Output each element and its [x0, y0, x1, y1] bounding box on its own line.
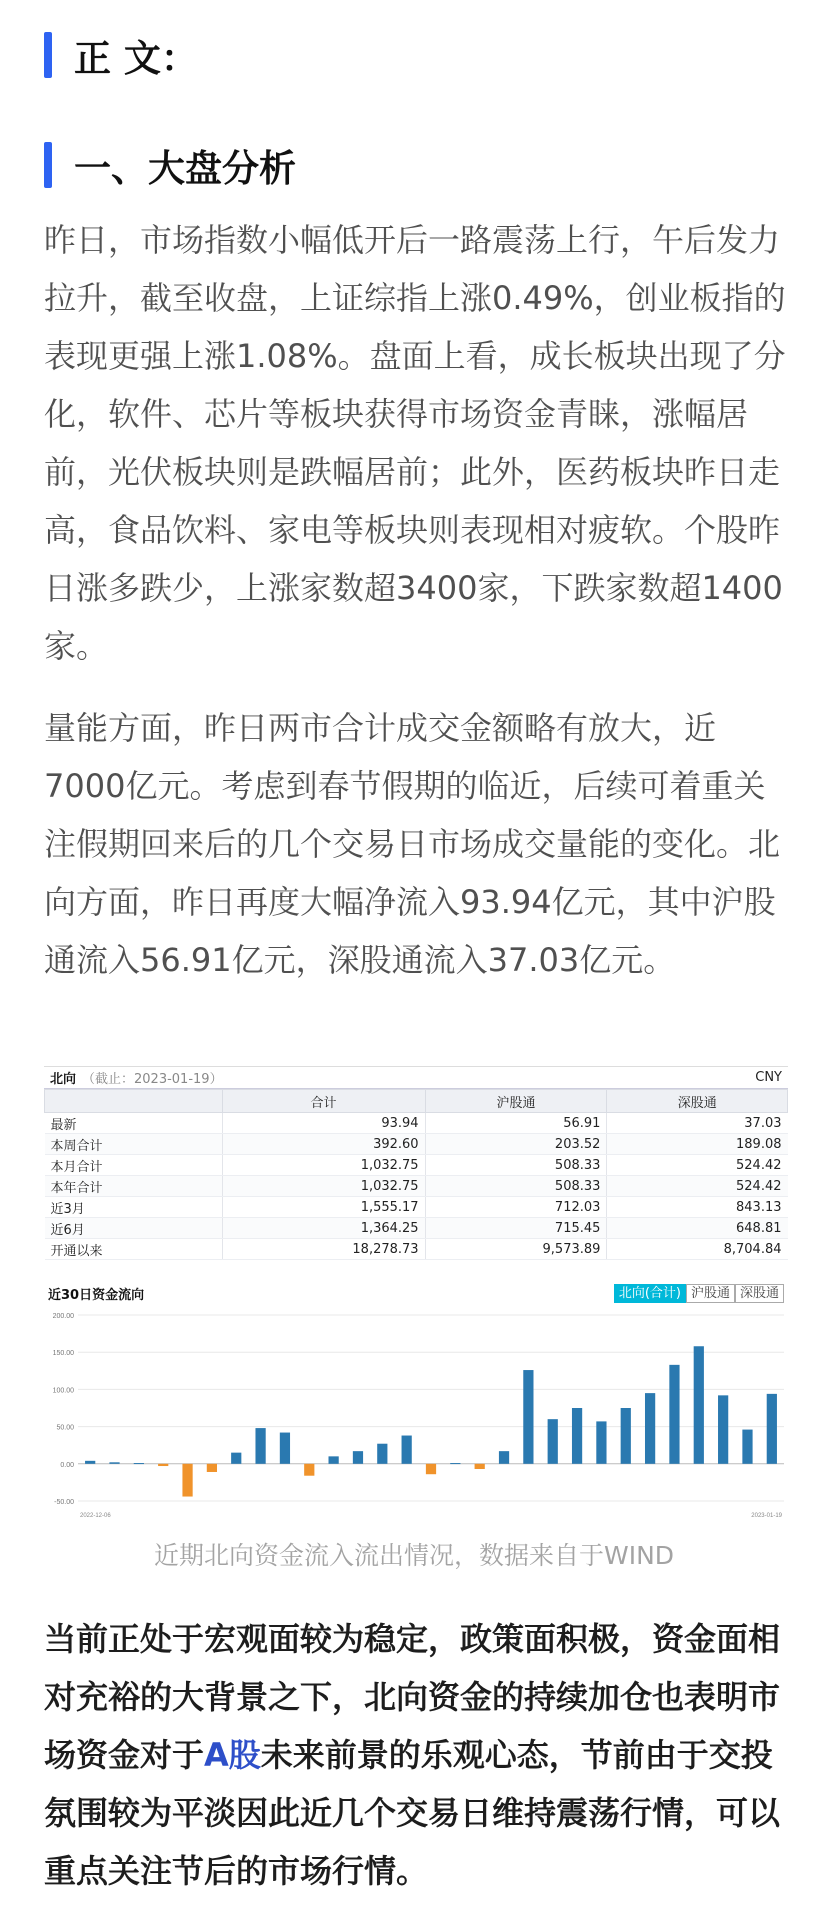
flow-bar — [134, 1463, 144, 1464]
flow-bar — [329, 1456, 339, 1463]
cell-sh: 712.03 — [425, 1197, 607, 1218]
flow-bar — [596, 1421, 606, 1463]
cell-sz: 524.42 — [607, 1155, 788, 1176]
flow-bar — [231, 1453, 241, 1464]
heading-accent-bar — [44, 32, 52, 78]
flow-bar — [353, 1451, 363, 1464]
flow-bar — [207, 1464, 217, 1472]
flow-bar — [255, 1428, 265, 1464]
northbound-figure — [44, 1066, 788, 1523]
flow-bar — [280, 1433, 290, 1464]
y-tick-label: 150.00 — [52, 1350, 74, 1358]
y-tick-label: 0.00 — [60, 1461, 74, 1469]
section-heading-body-text: 正 文： — [74, 37, 198, 80]
x-start-label: 2022-12-06 — [80, 1513, 111, 1519]
flow-bar — [450, 1463, 460, 1464]
table-row — [45, 1134, 788, 1155]
table-row — [45, 1218, 788, 1239]
flow-bar — [499, 1451, 509, 1464]
chart-title: 近30日资金流向 — [48, 1287, 145, 1303]
chart-header — [44, 1283, 788, 1303]
figure-date-note: （截止：2023-01-19） — [82, 1072, 223, 1087]
cell-sz: 648.81 — [607, 1218, 788, 1239]
tab-northbound-total[interactable]: 北向(合计) — [614, 1284, 686, 1303]
flow-bar — [182, 1464, 192, 1497]
paragraph-volume-northbound: 量能方面，昨日两市合计成交金额略有放大，近7000亿元。考虑到春节假期的临近，后续可着重关注假期回来后的几个交易日市场成交量能的变化。北向方面，昨日再度大幅净流入93.94亿元，其中沪股通流入56.91亿元，深股通流入37.03亿元。 — [44, 709, 781, 979]
flow-bar — [718, 1395, 728, 1463]
flow-bar — [304, 1464, 314, 1476]
row-label: 本年合计 — [45, 1176, 223, 1197]
flow-bar — [669, 1365, 679, 1464]
tab-shenzhen-connect[interactable]: 深股通 — [735, 1284, 784, 1303]
table-header: 合计 — [222, 1090, 425, 1113]
chart-tab-group — [614, 1284, 784, 1303]
cell-total: 93.94 — [222, 1113, 425, 1134]
cell-total: 392.60 — [222, 1134, 425, 1155]
a-share-link[interactable]: A股 — [204, 1736, 261, 1774]
flow-bar — [377, 1444, 387, 1464]
flow-bar — [523, 1370, 533, 1464]
row-label: 本周合计 — [45, 1134, 223, 1155]
figure-header — [44, 1067, 788, 1089]
flow-bar — [109, 1462, 119, 1463]
cell-sz: 37.03 — [607, 1113, 788, 1134]
figure-caption: 近期北向资金流入流出情况，数据来自于WIND — [153, 1541, 675, 1570]
x-end-label: 2023-01-19 — [751, 1513, 782, 1519]
y-tick-label: -50.00 — [54, 1499, 74, 1506]
cell-sh: 203.52 — [425, 1134, 607, 1155]
flow-bar — [742, 1430, 752, 1464]
table-row — [45, 1155, 788, 1176]
cell-sz: 189.08 — [607, 1134, 788, 1155]
table-row — [45, 1239, 788, 1260]
cell-sh: 508.33 — [425, 1155, 607, 1176]
flow-bar — [158, 1464, 168, 1466]
table-header: 深股通 — [607, 1090, 788, 1113]
row-label: 开通以来 — [45, 1239, 223, 1260]
y-tick-label: 200.00 — [52, 1313, 74, 1320]
table-row — [45, 1113, 788, 1134]
heading-accent-bar — [44, 142, 52, 188]
cell-sz: 524.42 — [607, 1176, 788, 1197]
northbound-flow-chart — [44, 1303, 788, 1521]
paragraph-market-review: 昨日，市场指数小幅低开后一路震荡上行，午后发力拉升，截至收盘，上证综指上涨0.49%，创业板指的表现更强上涨1.08%。盘面上看，成长板块出现了分化，软件、芯片等板块获得市场资金青睐，涨幅居前，光伏板块则是跌幅居前；此外，医药板块昨日走高，食品饮料、家电等板块则表现相对疲软。个股昨日涨多跌少，上涨家数超3400家，下跌家数超1400家。 — [44, 221, 786, 665]
cell-total: 1,032.75 — [222, 1176, 425, 1197]
flow-bar — [572, 1408, 582, 1464]
table-row — [45, 1197, 788, 1218]
cell-sh: 508.33 — [425, 1176, 607, 1197]
row-label: 近3月 — [45, 1197, 223, 1218]
row-label: 本月合计 — [45, 1155, 223, 1176]
flow-bar — [85, 1461, 95, 1464]
row-label: 最新 — [45, 1113, 223, 1134]
section-heading-body — [44, 28, 198, 82]
cell-sh: 9,573.89 — [425, 1239, 607, 1260]
cell-sz: 843.13 — [607, 1197, 788, 1218]
flow-bar — [402, 1436, 412, 1464]
table-row — [45, 1176, 788, 1197]
row-label: 近6月 — [45, 1218, 223, 1239]
flow-bar — [767, 1394, 777, 1464]
flow-bar — [645, 1393, 655, 1464]
section-heading-market-text: 一、大盘分析 — [74, 147, 296, 190]
northbound-table — [44, 1089, 788, 1260]
cell-sh: 56.91 — [425, 1113, 607, 1134]
section-heading-market — [44, 138, 296, 192]
outlook-text-after: 未来前景的乐观心态，节前由于交投氛围较为平淡因此近几个交易日维持震荡行情，可以重点关注节后的市场行情。 — [44, 1736, 781, 1890]
tab-shanghai-connect[interactable]: 沪股通 — [686, 1284, 735, 1303]
figure-currency: CNY — [755, 1070, 782, 1085]
cell-sz: 8,704.84 — [607, 1239, 788, 1260]
table-header — [45, 1090, 223, 1113]
y-tick-label: 50.00 — [56, 1424, 74, 1432]
cell-total: 18,278.73 — [222, 1239, 425, 1260]
cell-total: 1,032.75 — [222, 1155, 425, 1176]
paragraph-outlook — [44, 1610, 788, 1900]
figure-title: 北向 — [50, 1072, 77, 1087]
y-tick-label: 100.00 — [52, 1387, 74, 1395]
cell-total: 1,364.25 — [222, 1218, 425, 1239]
flow-bar — [694, 1346, 704, 1464]
cell-sh: 715.45 — [425, 1218, 607, 1239]
table-header: 沪股通 — [425, 1090, 607, 1113]
flow-bar — [475, 1464, 485, 1469]
table-header-row — [45, 1090, 788, 1113]
flow-bar — [426, 1464, 436, 1474]
flow-bar — [621, 1408, 631, 1464]
flow-bar — [548, 1419, 558, 1464]
cell-total: 1,555.17 — [222, 1197, 425, 1218]
outlook-text-before: 当前正处于宏观面较为稳定，政策面积极，资金面相对充裕的大背景之下，北向资金的持续加仓也表明市场资金对于 — [44, 1620, 781, 1774]
